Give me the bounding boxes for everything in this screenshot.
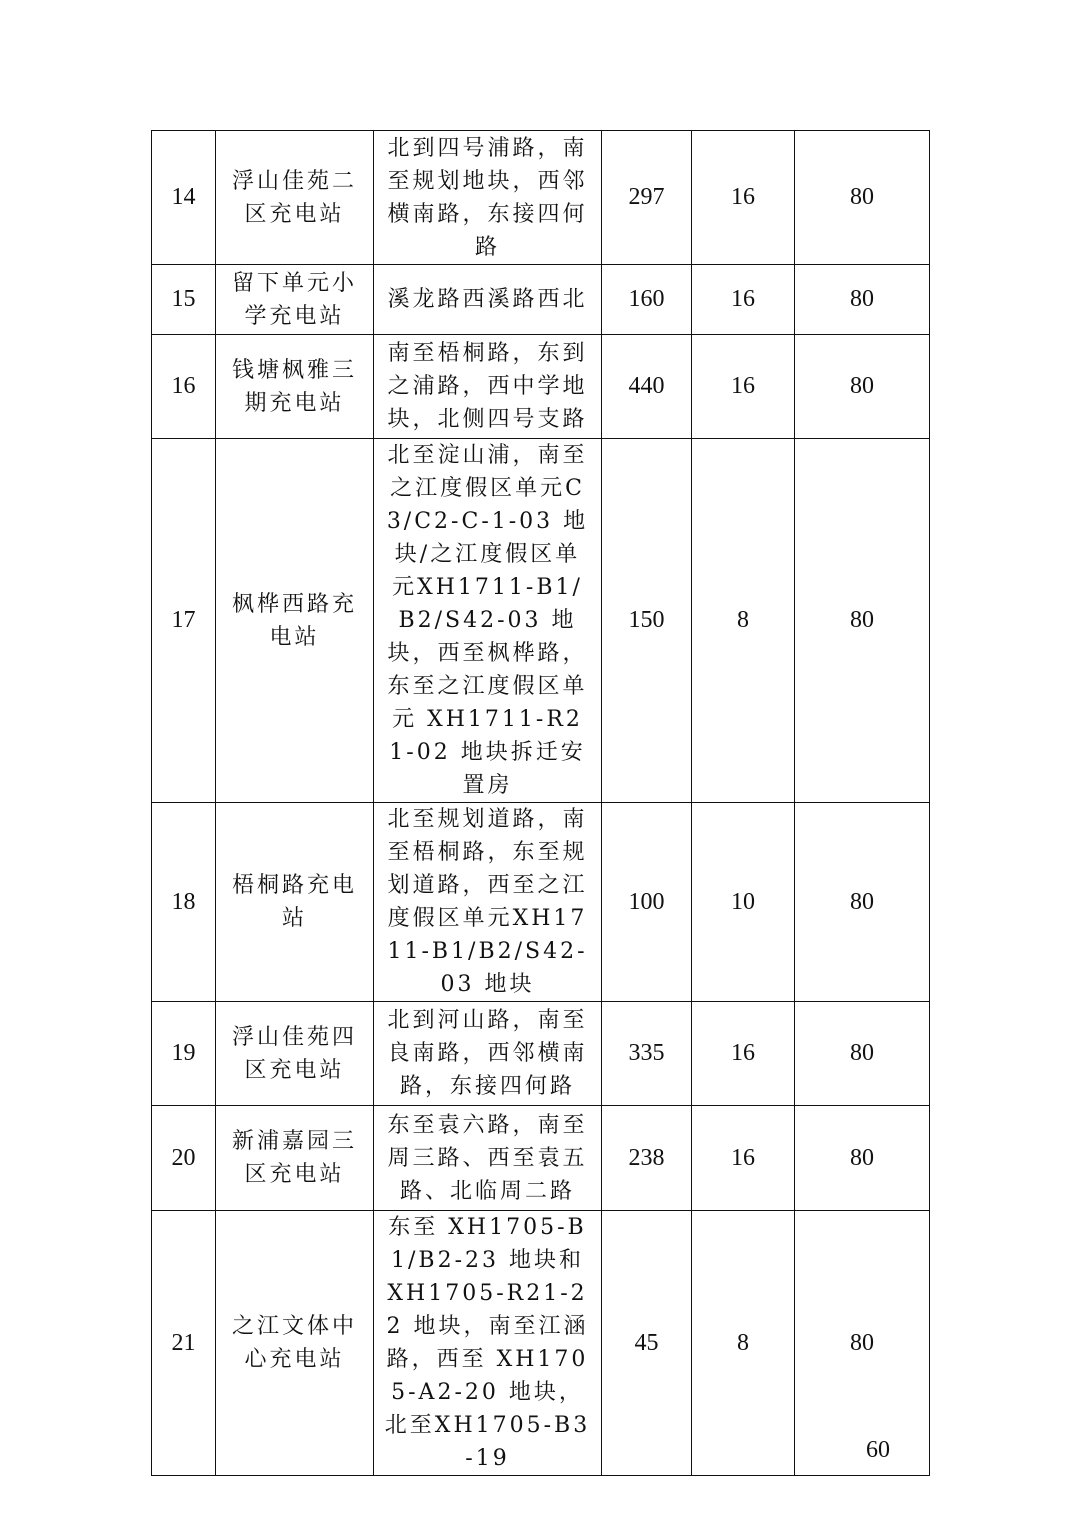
station-location: 东至 XH1705-B1/B2-23 地块和XH1705-R21-22 地块，南至江涵路，西至 XH1705-A2-20 地块，北至XH1705-B3-19 <box>374 1211 602 1476</box>
station-location: 北至淀山浦，南至之江度假区单元C3/C2-C-1-03 地块/之江度假区单元XH1711-B1/B2/S42-03 地块，西至枫桦路，东至之江度假区单元 XH1711-R21-02 地块拆迁安置房 <box>374 439 602 803</box>
value-col-2: 16 <box>692 1002 795 1106</box>
station-name: 留下单元小学充电站 <box>216 265 374 335</box>
value-col-3: 80 <box>795 1106 930 1211</box>
station-location: 东至袁六路，南至周三路、西至袁五路、北临周二路 <box>374 1106 602 1211</box>
station-name: 浮山佳苑四区充电站 <box>216 1002 374 1106</box>
station-location: 南至梧桐路，东到之浦路，西中学地块，北侧四号支路 <box>374 335 602 439</box>
station-name: 枫桦西路充电站 <box>216 439 374 803</box>
value-col-3: 80 <box>795 1002 930 1106</box>
station-location: 北到四号浦路，南至规划地块，西邻横南路，东接四何路 <box>374 131 602 265</box>
row-number: 19 <box>152 1002 216 1106</box>
row-number: 14 <box>152 131 216 265</box>
station-location: 北至规划道路，南至梧桐路，东至规划道路，西至之江度假区单元XH1711-B1/B2/S42-03 地块 <box>374 803 602 1002</box>
table-row <box>152 335 930 439</box>
table-row <box>152 1106 930 1211</box>
station-name: 之江文体中心充电站 <box>216 1211 374 1476</box>
row-number: 21 <box>152 1211 216 1476</box>
station-name: 浮山佳苑二区充电站 <box>216 131 374 265</box>
value-col-2: 16 <box>692 131 795 265</box>
row-number: 16 <box>152 335 216 439</box>
value-col-1: 100 <box>602 803 692 1002</box>
value-col-2: 16 <box>692 265 795 335</box>
value-col-2: 16 <box>692 1106 795 1211</box>
station-name: 新浦嘉园三区充电站 <box>216 1106 374 1211</box>
value-col-2: 8 <box>692 1211 795 1476</box>
value-col-1: 440 <box>602 335 692 439</box>
table-row <box>152 131 930 265</box>
table-row <box>152 265 930 335</box>
page-number: 60 <box>866 1437 890 1463</box>
value-col-3: 80 <box>795 439 930 803</box>
row-number: 15 <box>152 265 216 335</box>
table-row <box>152 1002 930 1106</box>
value-col-2: 8 <box>692 439 795 803</box>
station-location: 北到河山路，南至良南路，西邻横南路，东接四何路 <box>374 1002 602 1106</box>
row-number: 20 <box>152 1106 216 1211</box>
value-col-2: 16 <box>692 335 795 439</box>
value-col-1: 160 <box>602 265 692 335</box>
value-col-1: 238 <box>602 1106 692 1211</box>
value-col-3: 80 <box>795 335 930 439</box>
value-col-2: 10 <box>692 803 795 1002</box>
value-col-3: 80 <box>795 803 930 1002</box>
charging-station-table <box>151 130 930 1476</box>
station-name: 钱塘枫雅三期充电站 <box>216 335 374 439</box>
value-col-3: 80 <box>795 131 930 265</box>
value-col-1: 150 <box>602 439 692 803</box>
value-col-1: 335 <box>602 1002 692 1106</box>
table-row <box>152 439 930 803</box>
table-row <box>152 803 930 1002</box>
value-col-3: 80 <box>795 265 930 335</box>
row-number: 17 <box>152 439 216 803</box>
value-col-3: 80 <box>795 1211 930 1476</box>
table-row <box>152 1211 930 1476</box>
value-col-1: 297 <box>602 131 692 265</box>
station-location: 溪龙路西溪路西北 <box>374 265 602 335</box>
value-col-1: 45 <box>602 1211 692 1476</box>
row-number: 18 <box>152 803 216 1002</box>
station-name: 梧桐路充电站 <box>216 803 374 1002</box>
